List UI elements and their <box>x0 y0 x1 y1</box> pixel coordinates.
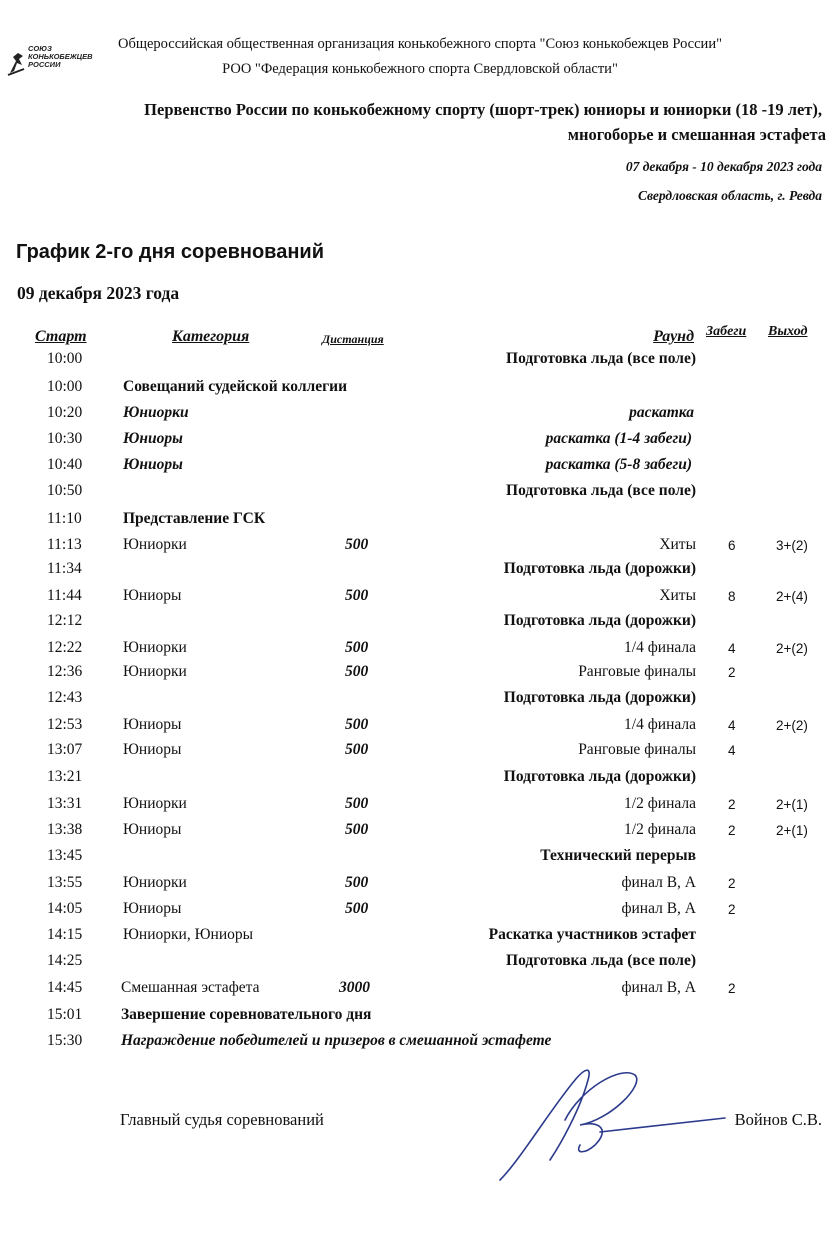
row-time: 14:15 <box>47 926 83 943</box>
header-start: Старт <box>35 328 87 345</box>
row-category: Юниорки, Юниоры <box>123 926 254 943</box>
row-category: Юниоры <box>123 430 183 447</box>
table-row <box>0 874 830 900</box>
row-category: Совещаний судейской коллегии <box>123 378 348 395</box>
organization-line-1: Общероссийская общественная организация конькобежного спорта "Союз конькобежцев России" <box>117 36 722 52</box>
row-distance: 500 <box>345 663 369 680</box>
row-heats: 4 <box>728 641 736 656</box>
row-distance: 500 <box>345 900 369 917</box>
row-time: 10:00 <box>47 350 83 367</box>
row-round: Технический перерыв <box>540 847 696 864</box>
row-round: Подготовка льда (дорожки) <box>503 689 696 706</box>
table-row <box>0 900 830 926</box>
row-time: 11:10 <box>47 510 82 527</box>
row-category: Представление ГСК <box>123 510 266 527</box>
row-category: Юниорки <box>123 536 187 553</box>
row-round: Подготовка льда (все поле) <box>506 482 696 499</box>
row-heats: 4 <box>728 718 736 733</box>
row-time: 13:21 <box>47 768 83 785</box>
row-distance: 500 <box>345 741 369 758</box>
table-row <box>0 482 830 508</box>
row-time: 12:53 <box>47 716 83 733</box>
row-category: Юниоры <box>123 821 182 838</box>
row-heats: 2 <box>728 876 736 891</box>
row-time: 12:12 <box>47 612 83 629</box>
table-row <box>0 821 830 847</box>
row-time: 13:55 <box>47 874 83 891</box>
row-time: 10:00 <box>47 378 83 395</box>
row-distance: 500 <box>345 821 369 838</box>
row-round: 1/4 финала <box>624 639 696 656</box>
row-time: 11:34 <box>47 560 82 577</box>
table-row <box>0 663 830 689</box>
row-round: финал В, А <box>621 979 696 996</box>
row-round: Подготовка льда (дорожки) <box>503 612 696 629</box>
row-round: Ранговые финалы <box>578 663 696 680</box>
row-round: финал В, А <box>621 900 696 917</box>
header-heats: Забеги <box>706 324 747 339</box>
competition-title-line-1: Первенство России по конькобежному спорту (шорт-трек) юниоры и юниорки (18 -19 лет), <box>144 100 822 119</box>
row-category: Юниорки <box>123 874 187 891</box>
row-round: Подготовка льда (дорожки) <box>503 560 696 577</box>
row-category: Юниорки <box>123 639 187 656</box>
row-round: Хиты <box>659 536 696 553</box>
row-time: 13:07 <box>47 741 83 758</box>
row-time: 12:36 <box>47 663 83 680</box>
header-out: Выход <box>768 324 808 339</box>
row-round: Ранговые финалы <box>578 741 696 758</box>
table-row <box>0 560 830 586</box>
row-out: 2+(4) <box>776 589 808 604</box>
row-category: Юниорки <box>123 795 187 812</box>
header-distance: Дистанция <box>322 332 384 346</box>
row-time: 15:01 <box>47 1006 83 1023</box>
table-row <box>0 741 830 767</box>
organization-line-2: РОО "Федерация конькобежного спорта Свердловской области" <box>222 61 618 77</box>
table-row <box>0 378 830 404</box>
table-row <box>0 716 830 742</box>
row-category: Юниорки <box>123 404 189 421</box>
row-out: 3+(2) <box>776 538 808 553</box>
row-distance: 500 <box>345 536 369 553</box>
row-time: 14:25 <box>47 952 83 969</box>
table-row <box>0 926 830 952</box>
table-row <box>0 979 830 1005</box>
row-category: Юниоры <box>123 456 183 473</box>
row-time: 10:30 <box>47 430 83 447</box>
row-category: Юниоры <box>123 741 182 758</box>
table-row <box>0 689 830 715</box>
row-distance: 500 <box>345 795 369 812</box>
row-round: 1/4 финала <box>624 716 696 733</box>
row-category: Завершение соревновательного дня <box>121 1006 372 1023</box>
table-row <box>0 612 830 638</box>
row-time: 10:50 <box>47 482 83 499</box>
competition-title-line-2: многоборье и смешанная эстафета <box>567 125 826 144</box>
row-distance: 500 <box>345 587 369 604</box>
header-round: Раунд <box>653 328 694 345</box>
table-row <box>0 795 830 821</box>
table-row <box>0 430 830 456</box>
row-time: 14:45 <box>47 979 83 996</box>
row-round: Раскатка участников эстафет <box>488 926 696 943</box>
row-distance: 500 <box>345 716 369 733</box>
row-round: Хиты <box>659 587 696 604</box>
row-category: Юниоры <box>123 900 182 917</box>
row-distance: 500 <box>345 639 369 656</box>
row-heats: 2 <box>728 823 736 838</box>
table-row <box>0 456 830 482</box>
row-heats: 4 <box>728 743 736 758</box>
row-heats: 2 <box>728 665 736 680</box>
table-row <box>0 1006 830 1032</box>
table-row <box>0 350 830 376</box>
row-heats: 8 <box>728 589 736 604</box>
schedule-heading: График 2-го дня соревнований <box>16 241 324 263</box>
row-heats: 2 <box>728 797 736 812</box>
header-category: Категория <box>172 328 250 345</box>
row-distance: 3000 <box>339 979 370 996</box>
row-time: 11:13 <box>47 536 82 553</box>
row-category: Юниорки <box>123 663 187 680</box>
table-row <box>0 510 830 536</box>
row-time: 13:38 <box>47 821 83 838</box>
row-round: 1/2 финала <box>624 795 696 812</box>
row-time: 15:30 <box>47 1032 83 1049</box>
row-round: финал В, А <box>621 874 696 891</box>
row-time: 11:44 <box>47 587 82 604</box>
row-out: 2+(1) <box>776 823 808 838</box>
row-round: Подготовка льда (дорожки) <box>503 768 696 785</box>
table-row <box>0 952 830 978</box>
table-row <box>0 847 830 873</box>
signature-icon <box>480 1050 730 1200</box>
row-category: Награждение победителей и призеров в смешанной эстафете <box>121 1032 552 1049</box>
row-time: 10:20 <box>47 404 83 421</box>
row-time: 12:22 <box>47 639 83 656</box>
row-round: Подготовка льда (все поле) <box>506 350 696 367</box>
row-category: Смешанная эстафета <box>121 979 260 996</box>
table-row <box>0 587 830 613</box>
row-round: раскатка (1-4 забеги) <box>545 430 692 447</box>
row-round: Подготовка льда (все поле) <box>506 952 696 969</box>
competition-place: Свердловская область, г. Ревда <box>637 188 822 203</box>
row-heats: 6 <box>728 538 736 553</box>
row-round: раскатка <box>629 404 694 421</box>
row-out: 2+(2) <box>776 718 808 733</box>
chief-judge-name: Войнов С.В. <box>734 1110 822 1129</box>
row-time: 13:31 <box>47 795 83 812</box>
table-row <box>0 404 830 430</box>
schedule-date: 09 декабря 2023 года <box>17 283 180 303</box>
chief-judge-label: Главный судья соревнований <box>120 1110 324 1129</box>
logo-text: СОЮЗ КОНЬКОБЕЖЦЕВ РОССИИ <box>28 44 93 69</box>
row-time: 14:05 <box>47 900 83 917</box>
row-heats: 2 <box>728 981 736 996</box>
row-category: Юниоры <box>123 716 182 733</box>
table-row <box>0 768 830 794</box>
competition-dates: 07 декабря - 10 декабря 2023 года <box>625 159 822 174</box>
row-heats: 2 <box>728 902 736 917</box>
row-distance: 500 <box>345 874 369 891</box>
row-out: 2+(2) <box>776 641 808 656</box>
table-row <box>0 639 830 665</box>
row-time: 12:43 <box>47 689 83 706</box>
row-round: раскатка (5-8 забеги) <box>545 456 692 473</box>
table-row <box>0 536 830 562</box>
row-category: Юниоры <box>123 587 182 604</box>
row-time: 13:45 <box>47 847 83 864</box>
row-time: 10:40 <box>47 456 83 473</box>
row-round: 1/2 финала <box>624 821 696 838</box>
row-out: 2+(1) <box>776 797 808 812</box>
